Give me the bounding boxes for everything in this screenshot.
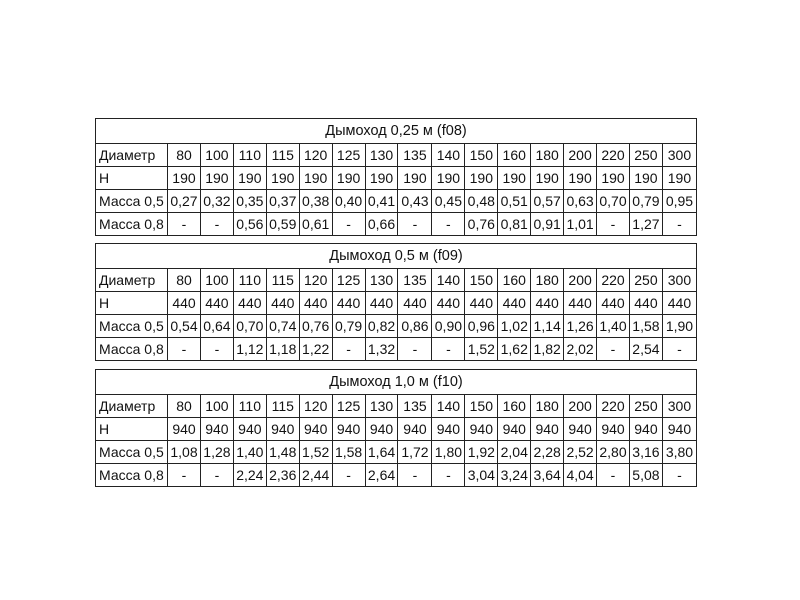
table-cell: 100 bbox=[200, 144, 233, 167]
table-cell: 160 bbox=[498, 395, 531, 418]
table-cell: 1,02 bbox=[498, 315, 531, 338]
table-cell: 190 bbox=[332, 167, 365, 190]
table-cell: 940 bbox=[365, 418, 398, 441]
table-cell: 2,80 bbox=[597, 441, 630, 464]
table-cell: 2,28 bbox=[531, 441, 564, 464]
table-row bbox=[96, 315, 697, 338]
table-cell: 110 bbox=[233, 395, 266, 418]
table-cell: 180 bbox=[531, 395, 564, 418]
table-cell: 1,52 bbox=[465, 338, 498, 361]
table-cell: - bbox=[398, 338, 432, 361]
table-cell: - bbox=[168, 213, 201, 236]
chimney-table-f10 bbox=[95, 369, 697, 487]
table-cell: 300 bbox=[662, 395, 696, 418]
table-cell: - bbox=[168, 464, 201, 487]
table-cell: 150 bbox=[465, 144, 498, 167]
table-cell: 440 bbox=[465, 292, 498, 315]
table-cell: 2,54 bbox=[629, 338, 662, 361]
table-cell: 940 bbox=[168, 418, 201, 441]
table-cell: 0,61 bbox=[299, 213, 332, 236]
table-cell: 3,80 bbox=[662, 441, 696, 464]
table-cell: 940 bbox=[498, 418, 531, 441]
row-label: Масса 0,8 bbox=[96, 213, 168, 236]
table-cell: 0,51 bbox=[498, 190, 531, 213]
table-cell: 0,59 bbox=[266, 213, 299, 236]
table-cell: 0,91 bbox=[531, 213, 564, 236]
table-cell: 250 bbox=[629, 144, 662, 167]
table-row bbox=[96, 338, 697, 361]
table-cell: - bbox=[432, 464, 465, 487]
table-cell: 0,74 bbox=[266, 315, 299, 338]
table-cell: 180 bbox=[531, 269, 564, 292]
row-label: Масса 0,5 bbox=[96, 190, 168, 213]
table-cell: 1,32 bbox=[365, 338, 398, 361]
table-cell: 0,64 bbox=[200, 315, 233, 338]
table-cell: - bbox=[432, 338, 465, 361]
table-row bbox=[96, 213, 697, 236]
row-label: Диаметр bbox=[96, 269, 168, 292]
table-cell: 220 bbox=[597, 395, 630, 418]
table-cell: 440 bbox=[597, 292, 630, 315]
table-cell: 940 bbox=[233, 418, 266, 441]
table-row bbox=[96, 292, 697, 315]
table-cell: 1,26 bbox=[564, 315, 597, 338]
table-cell: - bbox=[398, 464, 432, 487]
table-cell: 1,40 bbox=[233, 441, 266, 464]
table-cell: 3,16 bbox=[629, 441, 662, 464]
table-cell: 190 bbox=[168, 167, 201, 190]
table-cell: - bbox=[332, 464, 365, 487]
table-cell: 115 bbox=[266, 395, 299, 418]
table-cell: 0,90 bbox=[432, 315, 465, 338]
table-cell: 0,38 bbox=[299, 190, 332, 213]
table-cell: 0,95 bbox=[662, 190, 696, 213]
table-cell: - bbox=[200, 464, 233, 487]
table-cell: 5,08 bbox=[629, 464, 662, 487]
table-cell: 440 bbox=[498, 292, 531, 315]
table-cell: 3,24 bbox=[498, 464, 531, 487]
table-cell: 115 bbox=[266, 144, 299, 167]
table-cell: 200 bbox=[564, 269, 597, 292]
table-cell: 1,62 bbox=[498, 338, 531, 361]
table-cell: 940 bbox=[662, 418, 696, 441]
table-cell: - bbox=[662, 213, 696, 236]
table-cell: 190 bbox=[398, 167, 432, 190]
table-cell: 0,32 bbox=[200, 190, 233, 213]
table-cell: 125 bbox=[332, 395, 365, 418]
table-cell: 1,18 bbox=[266, 338, 299, 361]
table-row bbox=[96, 395, 697, 418]
table-cell: 80 bbox=[168, 395, 201, 418]
chimney-table-f08 bbox=[95, 118, 697, 236]
table-cell: 0,76 bbox=[465, 213, 498, 236]
table-cell: 130 bbox=[365, 395, 398, 418]
table-row bbox=[96, 464, 697, 487]
table-cell: 940 bbox=[266, 418, 299, 441]
table-cell: 0,43 bbox=[398, 190, 432, 213]
table-cell: 160 bbox=[498, 269, 531, 292]
table-cell: 190 bbox=[465, 167, 498, 190]
table-cell: 190 bbox=[531, 167, 564, 190]
table-title: Дымоход 0,25 м (f08) bbox=[96, 119, 697, 144]
table-cell: 940 bbox=[332, 418, 365, 441]
table-cell: 2,36 bbox=[266, 464, 299, 487]
table-cell: 100 bbox=[200, 269, 233, 292]
table-cell: 0,66 bbox=[365, 213, 398, 236]
table-cell: 0,41 bbox=[365, 190, 398, 213]
table-cell: 940 bbox=[200, 418, 233, 441]
table-cell: - bbox=[168, 338, 201, 361]
table-cell: 250 bbox=[629, 395, 662, 418]
table-cell: 0,54 bbox=[168, 315, 201, 338]
table-cell: 440 bbox=[332, 292, 365, 315]
table-cell: 440 bbox=[266, 292, 299, 315]
table-cell: 120 bbox=[299, 269, 332, 292]
table-cell: 135 bbox=[398, 395, 432, 418]
table-cell: 220 bbox=[597, 144, 630, 167]
table-cell: 940 bbox=[299, 418, 332, 441]
table-cell: 110 bbox=[233, 144, 266, 167]
table-row bbox=[96, 418, 697, 441]
table-cell: 2,02 bbox=[564, 338, 597, 361]
table-cell: 940 bbox=[629, 418, 662, 441]
row-label: Диаметр bbox=[96, 144, 168, 167]
table-cell: 120 bbox=[299, 144, 332, 167]
table-cell: 135 bbox=[398, 269, 432, 292]
table-cell: 1,48 bbox=[266, 441, 299, 464]
table-cell: 150 bbox=[465, 269, 498, 292]
table-cell: 1,80 bbox=[432, 441, 465, 464]
table-cell: 1,40 bbox=[597, 315, 630, 338]
table-row bbox=[96, 144, 697, 167]
table-cell: 440 bbox=[629, 292, 662, 315]
table-cell: 300 bbox=[662, 144, 696, 167]
table-title: Дымоход 1,0 м (f10) bbox=[96, 370, 697, 395]
table-cell: - bbox=[432, 213, 465, 236]
table-cell: 940 bbox=[564, 418, 597, 441]
table-cell: 130 bbox=[365, 269, 398, 292]
table-cell: 0,70 bbox=[233, 315, 266, 338]
table-cell: 1,14 bbox=[531, 315, 564, 338]
table-cell: 1,22 bbox=[299, 338, 332, 361]
table-cell: 0,57 bbox=[531, 190, 564, 213]
table-cell: 120 bbox=[299, 395, 332, 418]
table-cell: 440 bbox=[531, 292, 564, 315]
table-cell: - bbox=[200, 213, 233, 236]
table-cell: - bbox=[332, 338, 365, 361]
table-cell: 0,81 bbox=[498, 213, 531, 236]
table-cell: 440 bbox=[233, 292, 266, 315]
table-cell: 440 bbox=[299, 292, 332, 315]
table-cell: 0,45 bbox=[432, 190, 465, 213]
table-cell: 940 bbox=[432, 418, 465, 441]
table-cell: 1,12 bbox=[233, 338, 266, 361]
table-cell: - bbox=[200, 338, 233, 361]
table-cell: 2,64 bbox=[365, 464, 398, 487]
chimney-table-f09 bbox=[95, 243, 697, 361]
table-cell: 0,27 bbox=[168, 190, 201, 213]
table-cell: 130 bbox=[365, 144, 398, 167]
table-cell: 190 bbox=[299, 167, 332, 190]
table-cell: 0,63 bbox=[564, 190, 597, 213]
table-cell: 0,37 bbox=[266, 190, 299, 213]
table-cell: 1,92 bbox=[465, 441, 498, 464]
table-cell: - bbox=[332, 213, 365, 236]
table-cell: 220 bbox=[597, 269, 630, 292]
table-row bbox=[96, 441, 697, 464]
row-label: Масса 0,8 bbox=[96, 464, 168, 487]
table-cell: 0,79 bbox=[332, 315, 365, 338]
table-cell: 190 bbox=[432, 167, 465, 190]
table-cell: 3,64 bbox=[531, 464, 564, 487]
table-cell: 160 bbox=[498, 144, 531, 167]
table-cell: - bbox=[662, 338, 696, 361]
table-cell: 180 bbox=[531, 144, 564, 167]
table-cell: 440 bbox=[365, 292, 398, 315]
table-cell: 190 bbox=[597, 167, 630, 190]
row-label: Диаметр bbox=[96, 395, 168, 418]
table-cell: 1,58 bbox=[332, 441, 365, 464]
table-cell: - bbox=[662, 464, 696, 487]
table-cell: 190 bbox=[564, 167, 597, 190]
table-cell: 125 bbox=[332, 269, 365, 292]
table-cell: 190 bbox=[662, 167, 696, 190]
table-cell: 940 bbox=[465, 418, 498, 441]
table-cell: - bbox=[597, 464, 630, 487]
table-cell: 140 bbox=[432, 269, 465, 292]
row-label: Н bbox=[96, 167, 168, 190]
table-cell: 1,58 bbox=[629, 315, 662, 338]
table-cell: 0,70 bbox=[597, 190, 630, 213]
table-title: Дымоход 0,5 м (f09) bbox=[96, 244, 697, 269]
table-cell: 135 bbox=[398, 144, 432, 167]
table-cell: 2,52 bbox=[564, 441, 597, 464]
table-cell: 115 bbox=[266, 269, 299, 292]
row-label: Масса 0,8 bbox=[96, 338, 168, 361]
row-label: Н bbox=[96, 418, 168, 441]
row-label: Масса 0,5 bbox=[96, 441, 168, 464]
table-cell: 80 bbox=[168, 144, 201, 167]
table-cell: 440 bbox=[662, 292, 696, 315]
table-cell: 440 bbox=[168, 292, 201, 315]
table-cell: 440 bbox=[200, 292, 233, 315]
table-cell: 1,82 bbox=[531, 338, 564, 361]
table-cell: 200 bbox=[564, 144, 597, 167]
table-cell: 2,44 bbox=[299, 464, 332, 487]
table-cell: 940 bbox=[531, 418, 564, 441]
table-cell: - bbox=[597, 338, 630, 361]
table-cell: 440 bbox=[564, 292, 597, 315]
table-cell: 1,27 bbox=[629, 213, 662, 236]
table-cell: 0,40 bbox=[332, 190, 365, 213]
table-cell: 1,28 bbox=[200, 441, 233, 464]
table-cell: 1,08 bbox=[168, 441, 201, 464]
table-cell: 190 bbox=[365, 167, 398, 190]
table-cell: 940 bbox=[398, 418, 432, 441]
table-cell: 110 bbox=[233, 269, 266, 292]
row-label: Н bbox=[96, 292, 168, 315]
table-cell: 250 bbox=[629, 269, 662, 292]
table-cell: 940 bbox=[597, 418, 630, 441]
table-cell: 150 bbox=[465, 395, 498, 418]
table-cell: 0,82 bbox=[365, 315, 398, 338]
table-cell: 0,76 bbox=[299, 315, 332, 338]
table-cell: 1,90 bbox=[662, 315, 696, 338]
table-cell: 0,79 bbox=[629, 190, 662, 213]
table-cell: 1,01 bbox=[564, 213, 597, 236]
table-cell: 440 bbox=[432, 292, 465, 315]
table-cell: 190 bbox=[233, 167, 266, 190]
table-cell: 2,04 bbox=[498, 441, 531, 464]
table-cell: 200 bbox=[564, 395, 597, 418]
table-cell: 125 bbox=[332, 144, 365, 167]
table-cell: 1,64 bbox=[365, 441, 398, 464]
table-cell: 190 bbox=[498, 167, 531, 190]
table-cell: 190 bbox=[266, 167, 299, 190]
table-row bbox=[96, 269, 697, 292]
table-cell: 190 bbox=[629, 167, 662, 190]
table-cell: 80 bbox=[168, 269, 201, 292]
row-label: Масса 0,5 bbox=[96, 315, 168, 338]
table-cell: 0,96 bbox=[465, 315, 498, 338]
table-cell: 140 bbox=[432, 144, 465, 167]
table-cell: 190 bbox=[200, 167, 233, 190]
table-cell: 0,48 bbox=[465, 190, 498, 213]
table-cell: 4,04 bbox=[564, 464, 597, 487]
table-cell: 3,04 bbox=[465, 464, 498, 487]
table-cell: 100 bbox=[200, 395, 233, 418]
table-cell: 0,35 bbox=[233, 190, 266, 213]
table-cell: 1,72 bbox=[398, 441, 432, 464]
table-row bbox=[96, 190, 697, 213]
table-cell: 440 bbox=[398, 292, 432, 315]
table-cell: - bbox=[597, 213, 630, 236]
table-cell: 140 bbox=[432, 395, 465, 418]
table-row bbox=[96, 167, 697, 190]
table-cell: - bbox=[398, 213, 432, 236]
table-cell: 0,86 bbox=[398, 315, 432, 338]
table-cell: 0,56 bbox=[233, 213, 266, 236]
table-cell: 300 bbox=[662, 269, 696, 292]
table-cell: 2,24 bbox=[233, 464, 266, 487]
table-cell: 1,52 bbox=[299, 441, 332, 464]
